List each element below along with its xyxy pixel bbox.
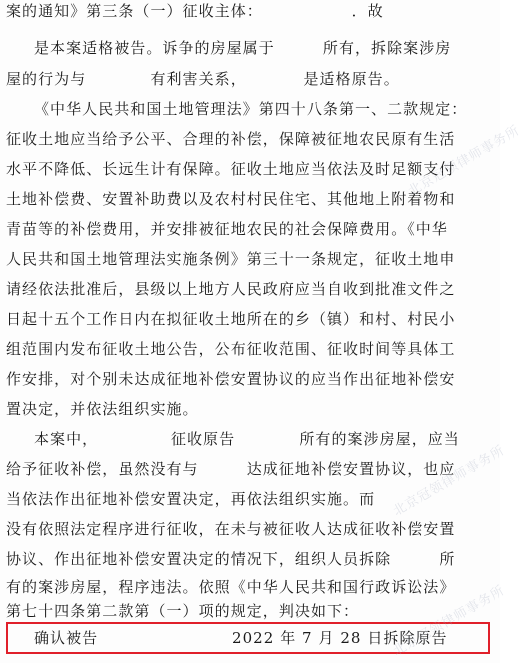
text-line: 青苗等的补偿费用，并安排被征地农民的社会保障费用。《中华 <box>6 220 448 238</box>
text-line: 当依法作出征地补偿安置决定，再依法组织实施。而 <box>6 490 376 508</box>
watermark-text: 北京冠领律师事务所 <box>405 123 523 200</box>
text-line: 人民共和国土地管理法实施条例》第三十一条规定，征收土地申 <box>6 250 456 268</box>
text-line: 没有依照法定程序进行征收，在未与被征收人达成征收补偿安置 <box>6 520 456 538</box>
text-line: 作安排，对个别未达成征地补偿安置协议的应当作出征地补偿安 <box>6 370 456 388</box>
text-line: 第七十四条第二款第（一）项的规定，判决如下： <box>6 602 360 620</box>
text-line: 屋的行为与 有利害关系， 是适格原告。 <box>6 70 400 88</box>
judgment-right-text: 2022 年 7 月 28 日拆除原告 <box>232 629 448 647</box>
text-line: 土地补偿费、安置补助费以及农村村民住宅、其他地上附着物和 <box>6 190 456 208</box>
text-line: 水平不降低、长远生计有保障。征收土地应当依法及时足额支付 <box>6 160 456 178</box>
text-line: 有的案涉房屋，程序违法。依照《中华人民共和国行政诉讼法》 <box>6 578 456 596</box>
text-line: 征收土地应当给予公平、合理的补偿，保障被征地农民原有生活 <box>6 130 456 148</box>
text-line: 日起十五个工作日内在拟征收土地所在的乡（镇）和村、村民小 <box>6 310 456 328</box>
text-line: 案的通知》第三条（一）征收主体： ．故 <box>6 2 384 20</box>
text-line: 置决定，并依法组织实施。 <box>6 400 199 418</box>
watermark-text: 北京冠领律师事务所 <box>390 443 508 520</box>
text-line: 请经依法批准后，县级以上地方人民政府应当自收到批准文件之 <box>6 280 456 298</box>
judgment-left-text: 确认被告 <box>34 629 99 647</box>
text-line: 是本案适格被告。诉争的房屋属于 所有，拆除案涉房 <box>34 39 452 57</box>
text-line: 组范围内发布征收土地公告，公布征收范围、征收时间等具体工 <box>6 340 456 358</box>
text-line: 本案中， 征收原告 所有的案涉房屋，应当 <box>34 430 460 448</box>
watermark-text: 北京冠领律师事务所 <box>390 583 508 660</box>
text-line: 给予征收补偿，虽然没有与 达成征地补偿安置协议，也应 <box>6 460 456 478</box>
text-line: 协议、作出征地补偿安置决定的情况下，组织人员拆除 所 <box>6 550 456 568</box>
text-line: 《中华人民共和国土地管理法》第四十八条第一、二款规定： <box>34 100 468 118</box>
